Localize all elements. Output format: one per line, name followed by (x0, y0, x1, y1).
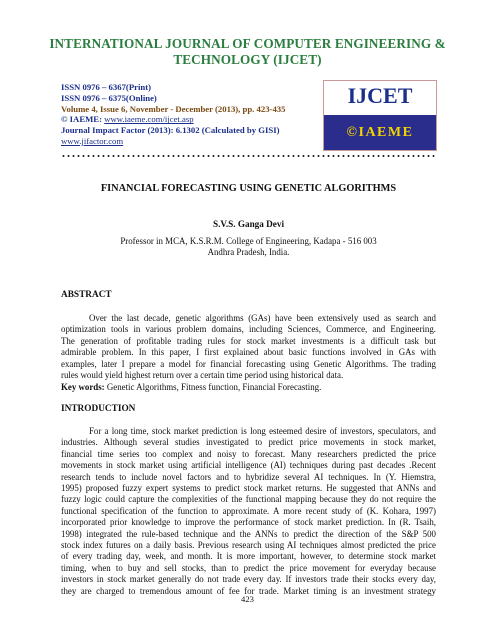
keywords (61, 382, 436, 392)
intro-line: of every trading day, week, and month. It is more important, however, to determine stock market (61, 551, 436, 562)
affiliation-line2: Andhra Pradesh, India. (207, 247, 290, 258)
volume-info: Volume 4, Issue 6, November - December (2013), pp. 423-435 (61, 103, 286, 114)
affiliation-line1: Professor in MCA, K.S.R.M. College of Engineering, Kadapa - 516 003 (120, 236, 377, 246)
paper-title: FINANCIAL FORECASTING USING GENETIC ALGORITHMS (100, 183, 397, 194)
intro-line: financial time series too complex and noisy to forecast. Many researchers predicted the price (61, 448, 436, 459)
keywords-text: Genetic Algorithms, Fitness function, Financial Forecasting. (104, 382, 322, 392)
intro-line: For a long time, stock market prediction is long esteemed desire of investors, speculators, and (89, 426, 436, 436)
author-affiliation (61, 236, 436, 258)
introduction-body (61, 426, 436, 597)
intro-line: investors in stock market generally do not trade every day. If investors trade their stocks every day, (61, 574, 436, 585)
journal-title (20, 36, 475, 67)
intro-line: 1995) proposed fuzzy expert systems to predict stock market returns. He suggested that ANNs and (61, 483, 436, 494)
intro-line: movements in stock market using artificial intelligence (AI) techniques during past decades .Recent (61, 460, 436, 471)
page-number: 423 (241, 594, 254, 604)
abstract-line: The generation of profitable trading rules for stock market investments is a difficult task but (61, 335, 436, 346)
intro-line: fuzzy logic could capture the complexities of the functional mapping because they do not require the (61, 494, 436, 505)
issn-online: ISSN 0976 – 6375(Online) (61, 92, 157, 103)
iaeme-link[interactable]: www.iaeme.com/ijcet.asp (104, 114, 194, 125)
intro-line: stock index futures on a daily basis. Previous research using AI techniques almost predicted the price (61, 540, 436, 551)
intro-line: incorporated prior knowledge to improve the performance of stock market prediction. In (R. Tsaih, (61, 517, 436, 528)
intro-line: 1998) integrated the rule-based technique and the ANNs to predict the direction of the S&P 500 (61, 528, 436, 539)
intro-line: industries. Although several studies investigated to predict price movements in stock market, (61, 437, 436, 448)
abstract-line: Over the last decade, genetic algorithms (GAs) have been extensively used as search and (89, 313, 436, 323)
abstract-line: examples, later I prepare a model for financial forecasting using Genetic Algorithms. The trading (61, 358, 436, 369)
abstract-body (61, 313, 436, 381)
intro-line: functional specification of the function to approximate. A more recent study of (K. Kohara, 1997) (61, 505, 436, 516)
intro-line: research tends to include novel factors and to hybridize several AI techniques. In (Y. Hiemstra, (61, 471, 436, 482)
abstract-line: admirable problem. In this paper, I first explained about basic functions involved in GAs with (61, 347, 436, 358)
journal-title-line2: TECHNOLOGY (IJCET) (173, 51, 322, 67)
jifactor-link[interactable]: www.jifactor.com (61, 135, 124, 146)
abstract-heading: ABSTRACT (61, 290, 112, 300)
journal-title-line1: INTERNATIONAL JOURNAL OF COMPUTER ENGINEERING & (49, 36, 446, 51)
ijcet-logo (323, 80, 437, 151)
impact-factor: Journal Impact Factor (2013): 6.1302 (Calculated by GISI) (61, 125, 280, 136)
issn-print: ISSN 0976 – 6367(Print) (61, 82, 152, 92)
logo-top-text: IJCET (347, 83, 413, 108)
keywords-label: Key words: (61, 382, 105, 392)
abstract-line: optimization tools in various problem domains, including Sciences, Commerce, and Engineering. (61, 324, 436, 335)
dotted-divider (61, 155, 436, 157)
intro-line: timing, when to buy and sell stocks, than to predict the price movement for everyday because (61, 562, 436, 573)
author-name: S.V.S. Ganga Devi (212, 219, 285, 229)
iaeme-prefix: © IAEME: (61, 114, 105, 125)
logo-bottom-text: ©IAEME (324, 115, 436, 150)
intro-line: they are charged to tremendous amount of fee for trade. Market timing is an investment strategy (61, 585, 436, 596)
introduction-heading: INTRODUCTION (61, 404, 136, 414)
journal-meta (61, 82, 331, 147)
iaeme-line (61, 114, 331, 125)
abstract-line: rules would yield highest return over a certain time period using historical data. (61, 370, 344, 381)
